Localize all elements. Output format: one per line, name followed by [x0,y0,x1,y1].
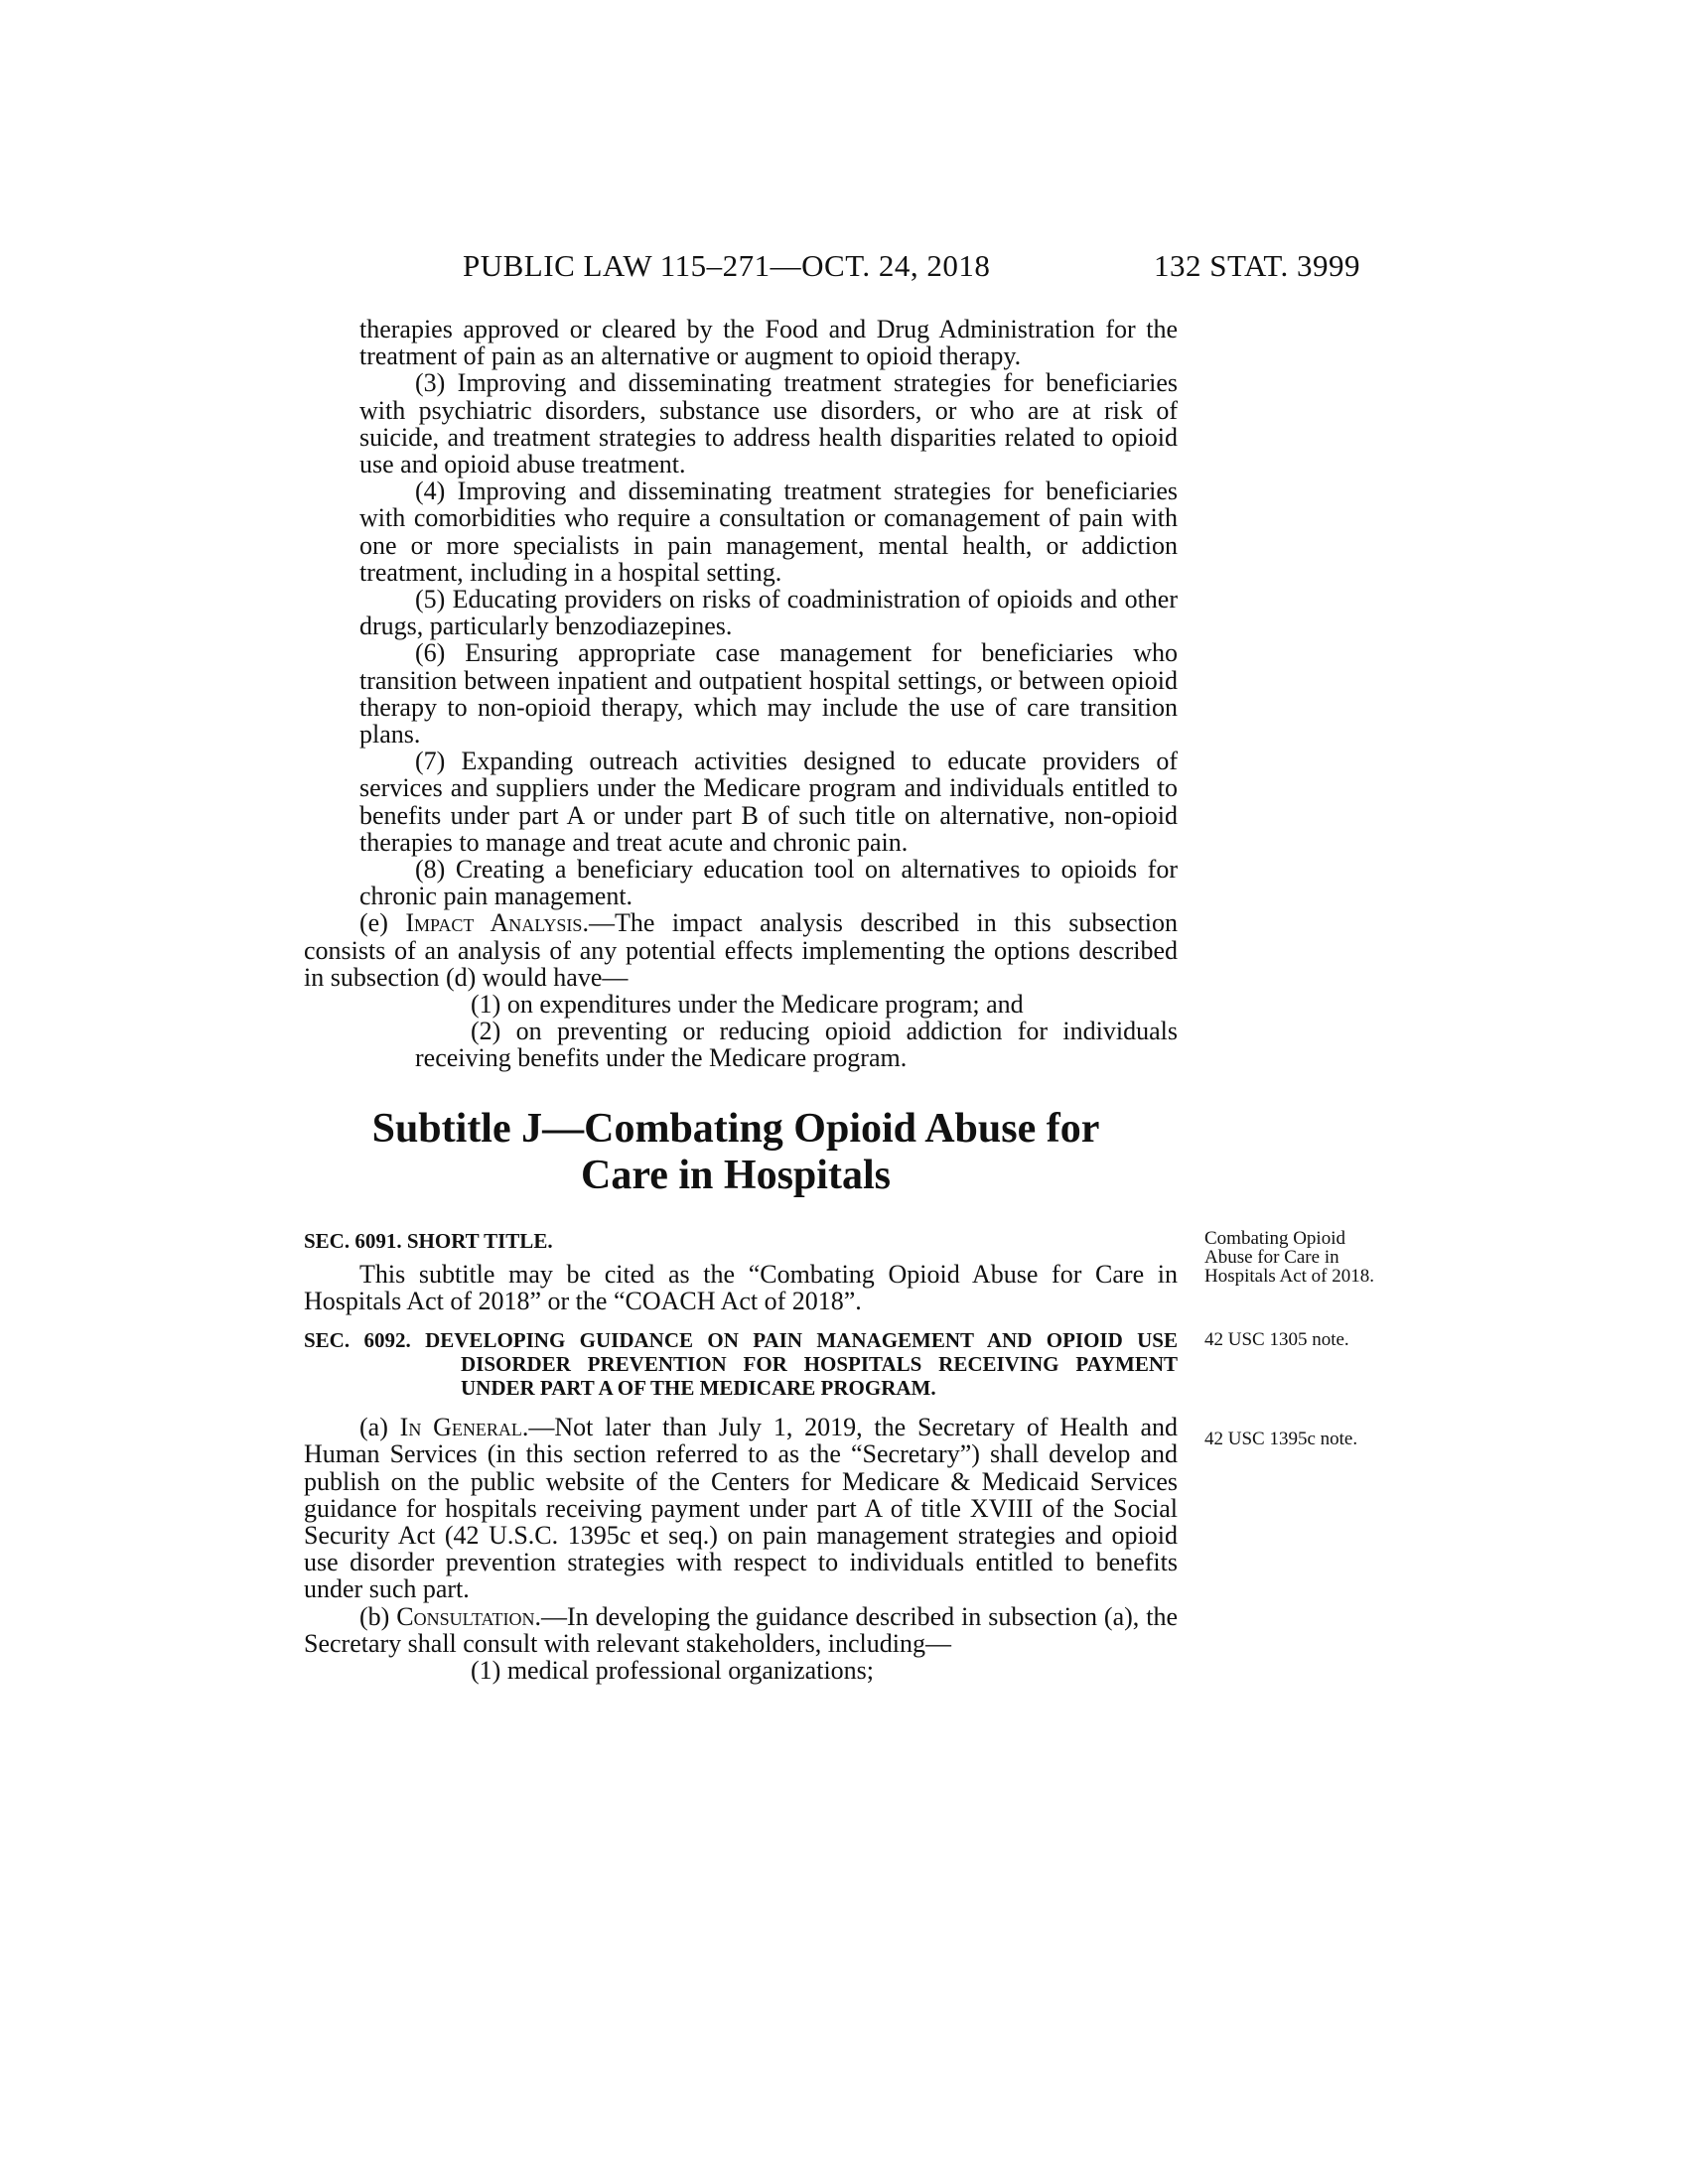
list-item: (5) Educating providers on risks of coadministration of opioids and other drugs, particularly benzodiazepines. [359,585,1178,641]
list-item: (7) Expanding outreach activities designed to educate providers of services and suppliers under the Medicare program and individuals entitled to benefits under part A or under part B of such title on alternative, non-opioid therapies to manage and treat acute and chronic pain. [359,747,1178,857]
margin-note-subtitle: Combating Opioid Abuse for Care in Hospitals Act of 2018. [1204,1228,1374,1287]
subsection-a-heading: In General [399,1413,522,1442]
subsection-b-prefix: (b) [359,1601,397,1631]
list-item: (4) Improving and disseminating treatment strategies for beneficiaries with comorbidities who require a consultation or comanagement of pain with one or more specialists in pain management, mental health, or addiction treatment, including in a hospital setting. [359,477,1178,587]
subsection-a [304,1414,1178,1602]
continuation-paragraph: therapies approved or cleared by the Food and Drug Administration for the treatment of pain as an alternative or augment to opioid therapy. [359,315,1178,371]
running-title: PUBLIC LAW 115–271—OCT. 24, 2018 [463,248,991,283]
section-6091-heading: SEC. 6091. SHORT TITLE. [304,1228,553,1253]
list-item: (1) on expenditures under the Medicare program; and [471,990,1024,1020]
subsection-e [304,909,1178,991]
subtitle-heading-line: Care in Hospitals [581,1152,891,1198]
subtitle-heading [304,1106,1178,1199]
list-item: (2) on preventing or reducing opioid addiction for individuals receiving benefits under the Medicare program. [415,1017,1178,1073]
list-item: (3) Improving and disseminating treatment strategies for beneficiaries with psychiatric disorders, substance use disorders, or who are at risk of suicide, and treatment strategies to address health disparities related to opioid use and opioid abuse treatment. [359,368,1178,479]
list-item: (6) Ensuring appropriate case management for beneficiaries who transition between inpatient and outpatient hospital settings, or between opioid therapy to non-opioid therapy, which may include the use of care transition plans. [359,638,1178,750]
subsection-e-heading: Impact Analysis [405,908,583,938]
subtitle-heading-line: Subtitle J—Combating Opioid Abuse for [371,1105,1100,1152]
subsection-b [304,1603,1178,1657]
section-6092-heading: SEC. 6092. DEVELOPING GUIDANCE ON PAIN MANAGEMENT AND OPIOID USE DISORDER PREVENTION FOR HOSPITALS RECEIVING PAYMENT UNDER PART A OF THE MEDICARE PROGRAM. [304,1328,1178,1401]
margin-note-sec-6091: 42 USC 1305 note. [1204,1329,1349,1350]
subsection-a-text: .—Not later than July 1, 2019, the Secretary of Health and Human Services (in this section referred to as the “Secretary”) shall develop and publish on the public website of the Centers for Medicare & Medicaid Services guidance for hospitals receiving payment under part A of title XVIII of the Social Security Act (42 U.S.C. 1395c et seq.) on pain management strategies and opioid use disorder prevention strategies with respect to individuals entitled to benefits under such part. [304,1413,1178,1604]
subsection-a-prefix: (a) [359,1413,400,1442]
page-body [304,316,1178,1684]
section-6091-text: This subtitle may be cited as the “Combating Opioid Abuse for Care in Hospitals Act of 2018” or the “COACH Act of 2018”. [304,1259,1178,1315]
list-item: (1) medical professional organizations; [471,1655,875,1685]
running-header [0,248,1688,288]
subsection-b-text: .—In developing the guidance described in subsection (a), the Secretary shall consult with relevant stakeholders, including— [304,1601,1178,1658]
subsection-e-prefix: (e) [359,908,406,938]
page-reference: 132 STAT. 3999 [1154,248,1361,283]
margin-note-sec-6092: 42 USC 1395c note. [1204,1429,1358,1449]
subsection-b-heading: Consultation [396,1601,535,1631]
list-item: (8) Creating a beneficiary education tool on alternatives to opioids for chronic pain management. [359,855,1178,911]
subsection-e-text: .—The impact analysis described in this subsection consists of an analysis of any potential effects implementing the options described in subsection (d) would have— [304,908,1179,992]
